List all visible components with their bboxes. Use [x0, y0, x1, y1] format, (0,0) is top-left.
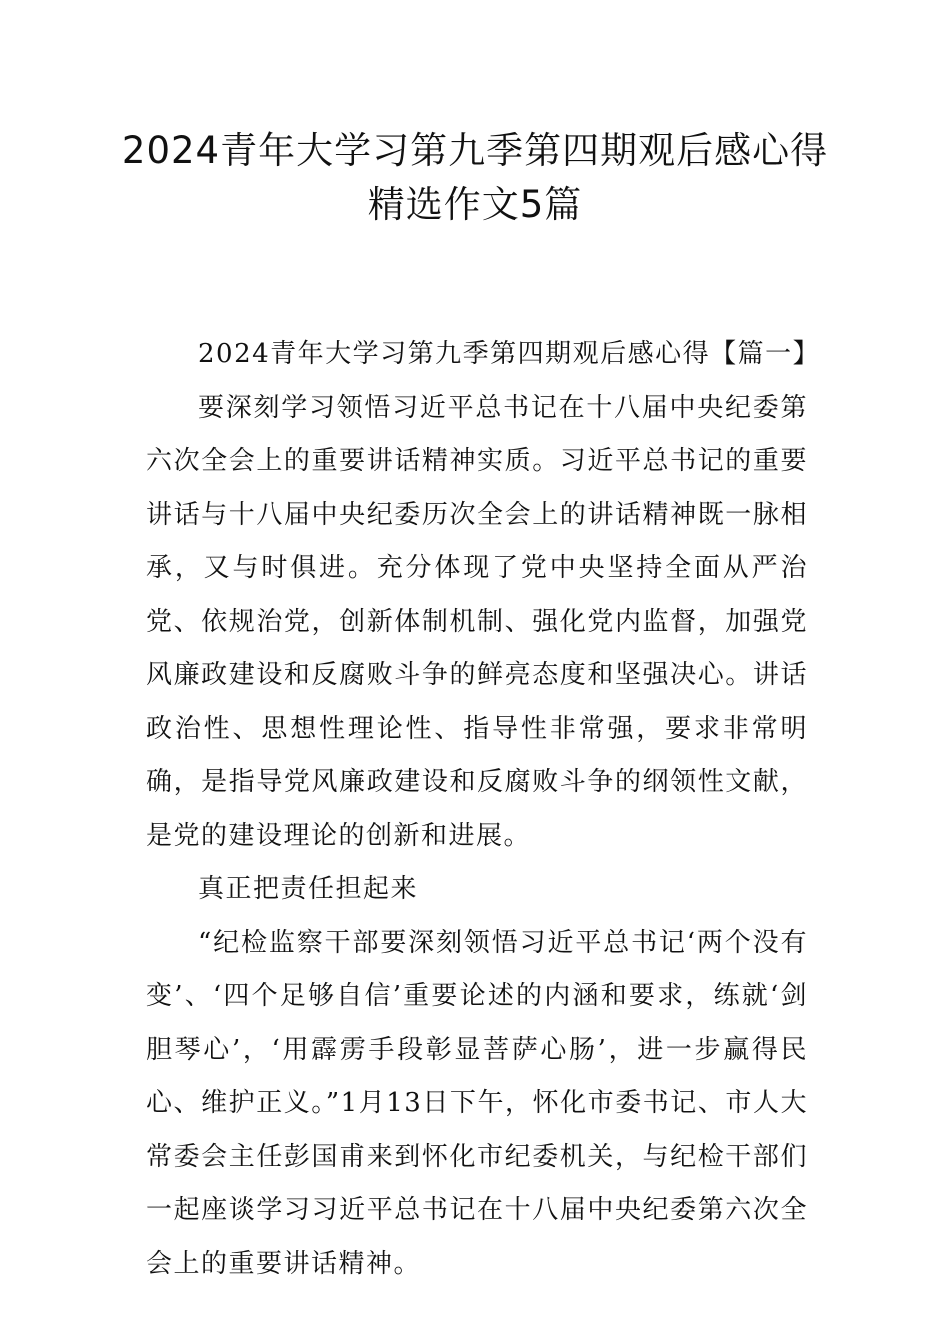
document-body [146, 328, 821, 1291]
paragraph-heading: 真正把责任担起来 [198, 874, 419, 904]
paragraph-1: 要深刻学习领悟习近平总书记在十八届中央纪委第六次全会上的重要讲话精神实质。习近平总书记的重要讲话与十八届中央纪委历次全会上的讲话精神既一脉相承，又与时俱进。充分体现了党中央坚持全面从严治党、依规治党，创新体制机制、强化党内监督，加强党风廉政建设和反腐败斗争的鲜亮态度和坚强决心。讲话政治性、思想性理论性、指导性非常强，要求非常明确，是指导党风廉政建设和反腐败斗争的纲领性文献，是党的建设理论的创新和进展。 [146, 392, 808, 851]
paragraph-2: “纪检监察干部要深刻领悟习近平总书记‘两个没有变’、‘四个足够自信’重要论述的内涵和要求，练就‘剑胆琴心’，‘用霹雳手段彰显菩萨心肠’，进一步赢得民心、维护正义。”1月13日下午，怀化市委书记、市人大常委会主任彭国甫来到怀化市纪委机关，与纪检干部们一起座谈学习习近平总书记在十八届中央纪委第六次全会上的重要讲话精神。 [146, 927, 808, 1279]
document-title: 2024青年大学习第九季第四期观后感心得精选作文5篇 [121, 129, 829, 226]
section-heading: 2024青年大学习第九季第四期观后感心得【篇一】 [198, 339, 821, 369]
